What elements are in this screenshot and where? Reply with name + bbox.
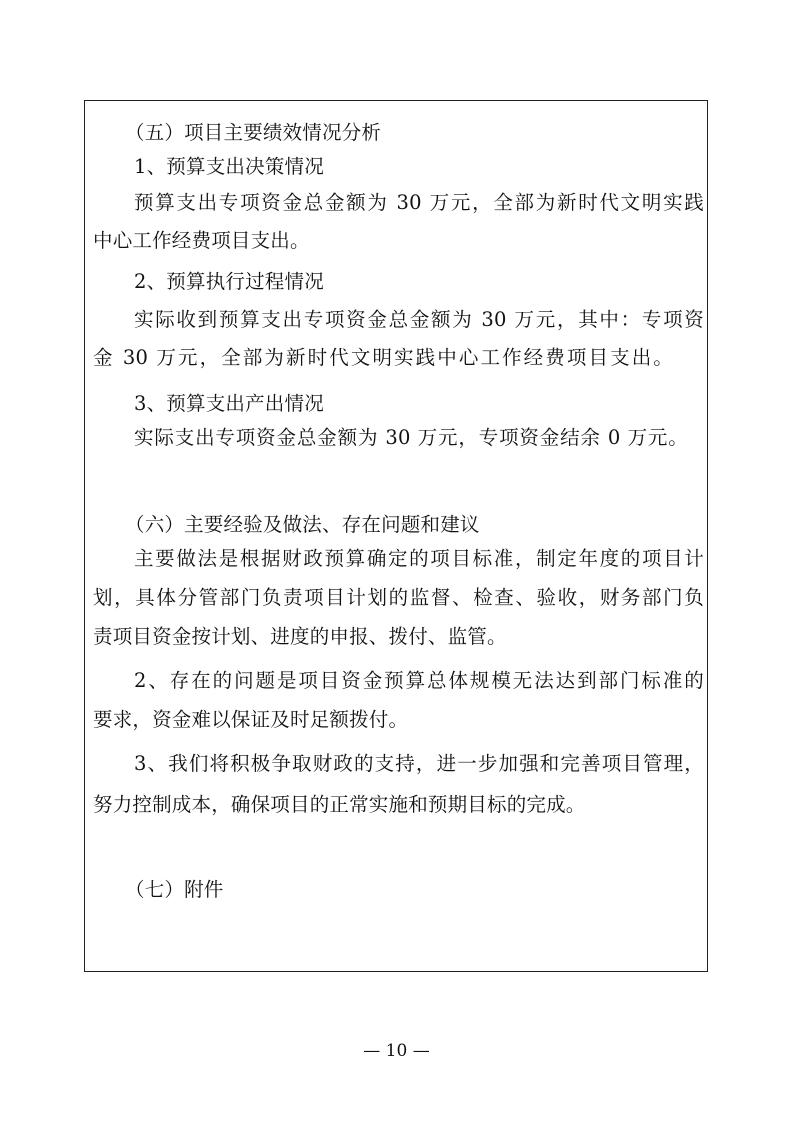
- s5-item-2-line-1: 实际收到预算支出专项资金总金额为 30 万元，其中：专项资: [134, 308, 704, 331]
- page-number: — 10 —: [363, 1041, 430, 1061]
- section-6-heading: （六）主要经验及做法、存在问题和建议: [125, 513, 480, 536]
- s6-para-1-line-2: 划，具体分管部门负责项目计划的监督、检查、验收，财务部门负: [93, 586, 704, 609]
- section-5-heading: （五）项目主要绩效情况分析: [125, 121, 382, 144]
- s6-para-3-line-1: 3、我们将积极争取财政的支持，进一步加强和完善项目管理，: [134, 752, 704, 775]
- section-7-heading: （七）附件: [125, 878, 224, 901]
- s5-item-3-line-1: 实际支出专项资金总金额为 30 万元，专项资金结余 0 万元。: [134, 426, 688, 449]
- s5-item-3-title: 3、预算支出产出情况: [134, 392, 324, 415]
- s6-para-2-line-1: 2、存在的问题是项目资金预算总体规模无法达到部门标准的: [134, 669, 704, 692]
- s6-para-3-line-2: 努力控制成本，确保项目的正常实施和预期目标的完成。: [93, 793, 586, 816]
- s6-para-1-line-3: 责项目资金按计划、进度的申报、拨付、监管。: [93, 625, 507, 648]
- s5-item-1-line-2: 中心工作经费项目支出。: [93, 229, 310, 252]
- s6-para-1-line-1: 主要做法是根据财政预算确定的项目标准，制定年度的项目计: [134, 547, 704, 570]
- s5-item-2-line-2: 金 30 万元，全部为新时代文明实践中心工作经费项目支出。: [93, 346, 673, 369]
- s5-item-2-title: 2、预算执行过程情况: [134, 270, 324, 293]
- s6-para-2-line-2: 要求，资金难以保证及时足额拨付。: [93, 708, 409, 731]
- s5-item-1-title: 1、预算支出决策情况: [134, 155, 324, 178]
- s5-item-1-line-1: 预算支出专项资金总金额为 30 万元，全部为新时代文明实践: [134, 191, 704, 214]
